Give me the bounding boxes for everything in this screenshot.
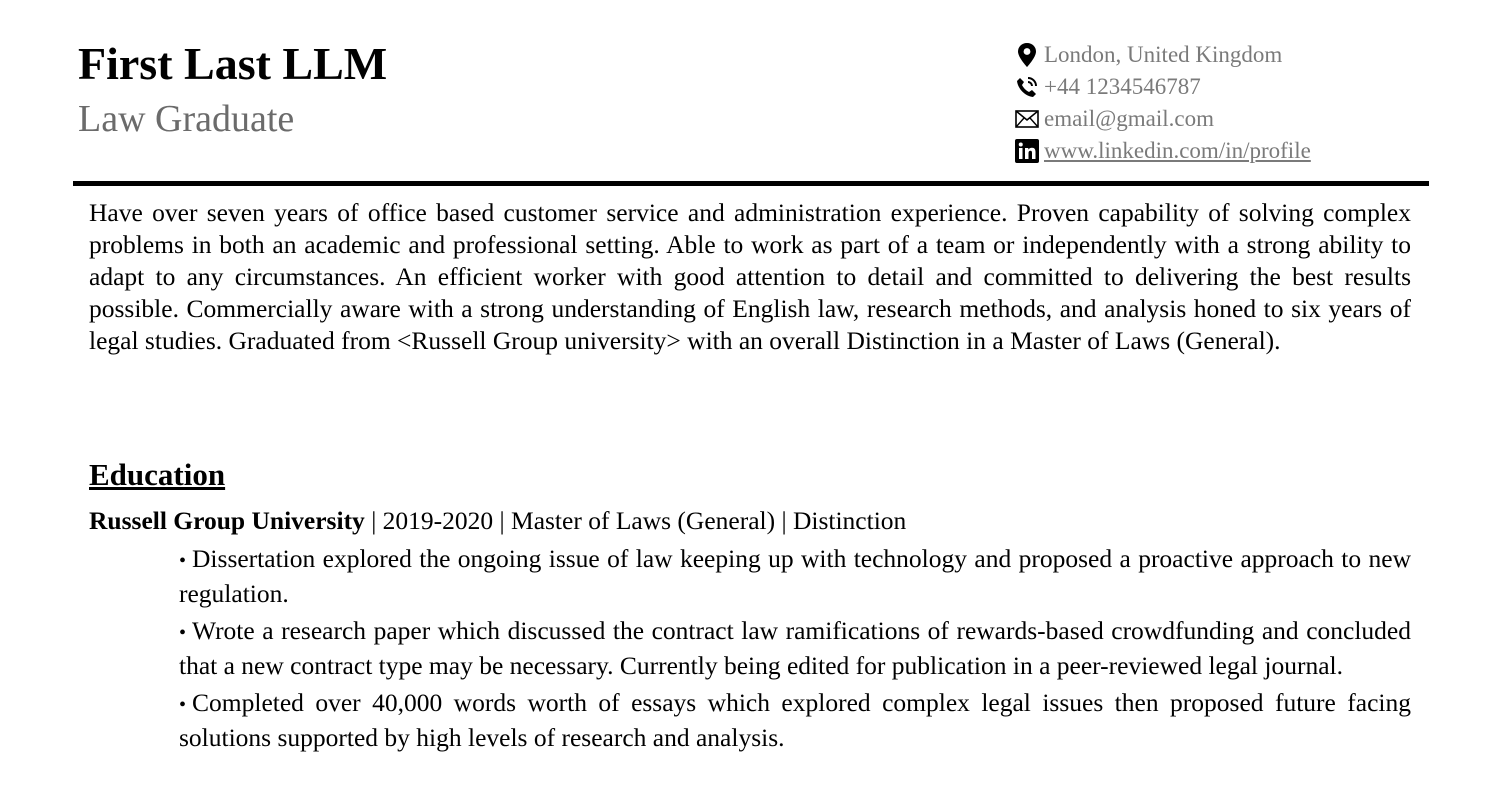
contact-block [1014, 39, 1484, 167]
phone-icon [1014, 74, 1040, 100]
contact-location [1014, 39, 1484, 71]
list-item [179, 615, 1411, 682]
phone-text: +44 1234546787 [1044, 74, 1201, 99]
bullet-marker: • [179, 622, 187, 644]
bullet-text: Wrote a research paper which discussed the contract law ramifications of rewards-based crowdfunding and concluded that a new contract type may be necessary. Currently being edited for publication in a peer-reviewed legal journal. [179, 616, 1411, 680]
education-bullets [179, 543, 1411, 759]
header-divider [73, 181, 1429, 186]
professional-summary: Have over seven years of office based customer service and administration experience. Proven capability of solving complex problems in both an academic and professional setting. Able to work as part of a team or independently with a strong ability to adapt to any circumstances. An efficient worker with good attention to detail and committed to delivering the best results possible. Commercially aware with a strong understanding of English law, research methods, and analysis honed to six years of legal studies. Graduated from <Russell Group university> with an overall Distinction in a Master of Laws (General). [89, 198, 1411, 355]
list-item [179, 687, 1411, 754]
institution-name: Russell Group University [89, 506, 365, 535]
linkedin-icon [1014, 138, 1040, 164]
envelope-icon [1014, 106, 1040, 132]
bullet-text: Completed over 40,000 words worth of essays which explored complex legal issues then proposed future facing solutions supported by high levels of research and analysis. [179, 688, 1411, 752]
contact-linkedin [1014, 135, 1484, 167]
contact-phone [1014, 71, 1484, 103]
email-link[interactable]: email@gmail.com [1044, 106, 1214, 131]
bullet-text: Dissertation explored the ongoing issue of law keeping up with technology and proposed a proactive approach to new regulation. [179, 544, 1411, 608]
location-pin-icon [1014, 42, 1040, 68]
candidate-name: First Last LLM [78, 38, 388, 89]
education-details: | 2019-2020 | Master of Laws (General) | Distinction [364, 506, 907, 535]
education-heading: Education [89, 457, 226, 492]
list-item [179, 543, 1411, 610]
linkedin-link[interactable]: www.linkedin.com/in/profile [1044, 138, 1311, 163]
contact-email [1014, 103, 1484, 135]
bullet-marker: • [179, 694, 187, 716]
location-text: London, United Kingdom [1044, 42, 1283, 67]
candidate-title: Law Graduate [78, 98, 295, 140]
education-entry [89, 505, 1411, 537]
bullet-marker: • [179, 550, 187, 572]
